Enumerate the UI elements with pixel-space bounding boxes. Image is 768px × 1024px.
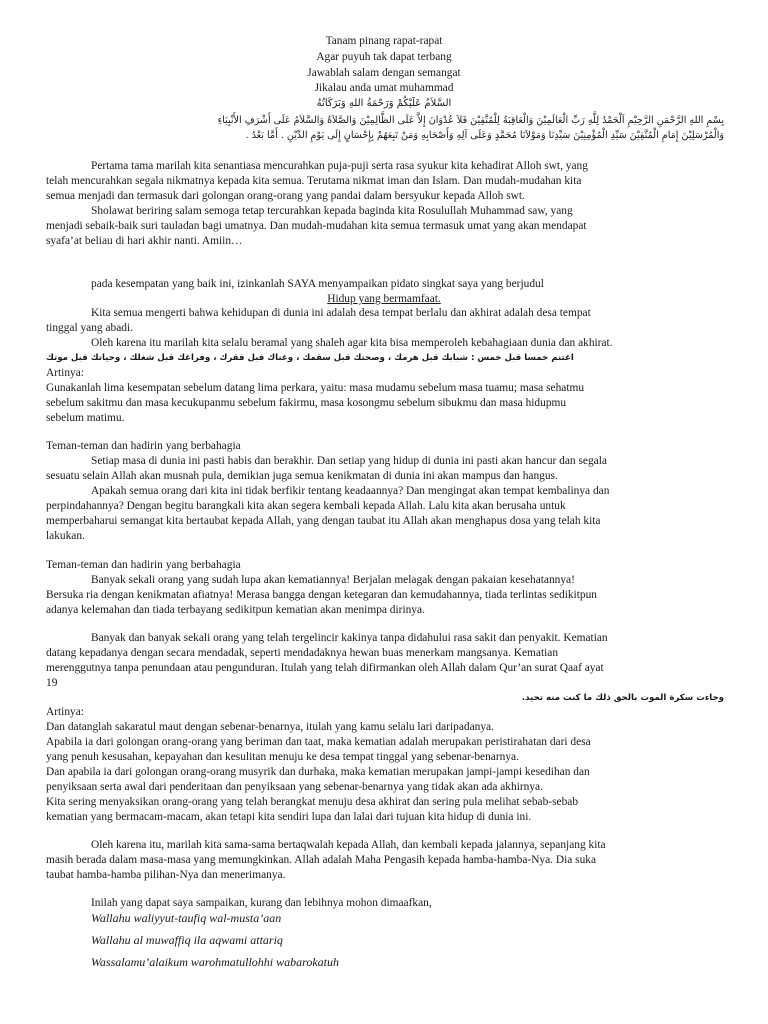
paragraph-line: sebelum sakitmu dan masa kecukupanmu sebelum fakirmu, masa kosongmu sebelum sibukmu dan masa hidupmu	[46, 397, 567, 409]
paragraph-line: Setiap masa di dunia ini pasti habis dan berakhir. Dan setiap yang hidup di dunia ini pasti akan hancur dan segala	[91, 455, 607, 467]
paragraph-line: Oleh karena itu, marilah kita sama-sama bertaqwalah kepada Allah, dan kembali kepada jalannya, sepanjang kita	[91, 839, 606, 851]
paragraph-line: syafa’at beliau di hari akhir nanti. Amiin…	[46, 235, 243, 247]
paragraph-line: memperbaharui semangat kita bertaubat kepada Allah, yang dengan taubat itu Allah akan menghapus dosa yang telah kita	[46, 515, 601, 527]
greeting: Teman-teman dan hadirin yang berbahagia	[46, 559, 241, 571]
paragraph-line: Pertama tama marilah kita senantiasa mencurahkan puja-puji serta rasa syukur kita kehadirat Alloh swt, yang	[91, 160, 588, 172]
paragraph-line: lakukan.	[46, 530, 85, 542]
greeting: Teman-teman dan hadirin yang berbahagia	[46, 440, 241, 452]
paragraph-line: Bersuka ria dengan kenikmatan afiatnya! Merasa bangga dengan ketegaran dan kemudahannya, tiada terlintas sedikitpun	[46, 589, 597, 601]
paragraph-line: telah mencurahkan segala nikmatnya kepada kita semua. Terutama nikmat iman dan Islam. Dan mudah-mudahan kita	[46, 175, 582, 187]
arabic-opening-line: بِسْمِ اللهِ الرَّحْمَنِ الرَّحِيْمِ اَلْحَمْدُ لِلَّهِ رَبِّ الْعَالَمِيْنَ وَالْعَاقِبَةُ لِلْمُتَّقِيْنَ فَلاَ عُدْوَانَ إِلاَّ عَلَى الظَّالِمِيْنَ وَالصَّلاَةُ وَالسَّلاَمُ عَلَى أَشْرَفِ الأَنْبِيَاءِ	[217, 115, 724, 126]
paragraph-line: masih berada dalam masa-masa yang memungkinkan. Allah adalah Maha Pengasih kepada hamba-hamba-Nya. Dia suka	[46, 854, 597, 866]
paragraph-line: semua menjadi dan termasuk dari golongan orang-orang yang pandai dalam bersyukur kepada Alloh swt.	[46, 190, 525, 202]
paragraph-line: Sholawat beriring salam semoga tetap tercurahkan kepada baginda kita Rosulullah Muhammad saw, yang	[91, 205, 573, 217]
paragraph-line: kematian yang bermacam-macam, akan tetapi kita sendiri lupa dan lalai dari tujuan kita hidup di dunia ini.	[46, 811, 532, 823]
paragraph-line: Dan datanglah sakaratul maut dengan sebenar-benarnya, itulah yang kamu selalu lari daripadanya.	[46, 721, 494, 733]
pantun-line: Jikalau anda umat muhammad	[314, 82, 454, 94]
paragraph-line: Banyak dan banyak sekali orang yang telah tergelincir kakinya tanpa didahului rasa sakit dan penyakit. Kematian	[91, 632, 608, 644]
paragraph-line: yang penuh kesusahan, kepayahan dan kesulitan menuju ke desa tempat tinggal yang sebenar-benarnya.	[46, 751, 519, 763]
opening-statement: pada kesempatan yang baik ini, izinkanlah SAYA menyampaikan pidato singkat saya yang berjudul	[91, 278, 544, 290]
paragraph-line: Oleh karena itu marilah kita selalu beramal yang shaleh agar kita bisa memperoleh kebahagiaan dunia dan akhirat.	[91, 337, 613, 349]
paragraph-line: Gunakanlah lima kesempatan sebelum datang lima perkara, yaitu: masa mudamu sebelum masa tuamu; masa sehatmu	[46, 382, 585, 394]
paragraph-line: taubat hamba-hamba pilihan-Nya dan menerimanya.	[46, 869, 286, 881]
paragraph-line: merenggutnya tanpa penundaan atau pengunduran. Itulah yang telah difirmankan oleh Allah dalam Qur’an surat Qaaf ayat	[46, 662, 604, 674]
paragraph-line: sesuatu selain Allah akan musnah pula, demikian juga semua kenikmatan di dunia ini akan mampus dan hangus.	[46, 470, 558, 482]
paragraph-line: penyiksaan serta awal dari penderitaan dan penyiksaan yang sebenar-benarnya yang tidak akan ada akhirnya.	[46, 781, 543, 793]
quran-arabic: وجاءت سكرة الموت بالحق ذلك ما كنت منه تحيد.	[521, 693, 724, 703]
paragraph-line: Kita sering menyaksikan orang-orang yang telah berangkat menuju desa akhirat dan sering pula melihat sebab-sebab	[46, 796, 579, 808]
salam-arabic: السَّلاَمُ عَلَيْكُمْ وَرَحْمَةُ اللهِ وَبَرَكَاتُهُ	[316, 98, 452, 109]
paragraph-line: Apabila ia dari golongan orang-orang yang beriman dan taat, maka kematian adalah merupakan peristirahatan dari desa	[46, 736, 591, 748]
paragraph-line: Apakah semua orang dari kita ini tidak berfikir tentang keadaannya? Dan mengingat akan tempat kembalinya dan	[91, 485, 610, 497]
artinya-label: Artinya:	[46, 706, 84, 718]
arabic-opening-line: وَالْمُرْسَلِيْنَ إِمَامِ الْمُتَّقِيْنَ سَيِّدِ الْمُؤْمِنِيْنَ سَيِّدِنَا وَمَوْلاَنَا مُحَمَّدٍ وَعَلَى آلِهِ وَأَصْحَابِهِ وَمَنْ تَبِعَهُمْ بِإِحْسَانٍ إِلَى يَوْمِ الدِّيْنِ . أَمَّا بَعْدُ .	[245, 130, 724, 141]
artinya-label: Artinya:	[46, 367, 84, 379]
paragraph-line: Kita semua mengerti bahwa kehidupan di dunia ini adalah desa tempat berlalu dan akhirat adalah desa tempat	[91, 307, 591, 319]
speech-title: Hidup yang bermamfaat.	[327, 293, 441, 305]
paragraph-line: datang kepadanya dengan secara mendadak, seperti mendadaknya hewan buas menerkam mangsanya. Kematian	[46, 647, 559, 659]
paragraph-line: Dan apabila ia dari golongan orang-orang musyrik dan durhaka, maka kematian merupakan jampi-jampi kesedihan dan	[46, 766, 590, 778]
paragraph-line: sebelum matimu.	[46, 412, 125, 424]
paragraph-line: Banyak sekali orang yang sudah lupa akan kematiannya! Berjalan melagak dengan pakaian kesehatannya!	[91, 574, 575, 586]
final-remark: Inilah yang dapat saya sampaikan, kurang dan lebihnya mohon dimaafkan,	[91, 897, 432, 909]
paragraph-line: tinggal yang abadi.	[46, 322, 133, 334]
paragraph-line: 19	[46, 677, 58, 689]
pantun-line: Tanam pinang rapat-rapat	[325, 35, 443, 47]
signoff-line: Wallahu al muwaffiq ila aqwami attariq	[91, 933, 283, 947]
pantun-line: Agar puyuh tak dapat terbang	[316, 51, 452, 63]
pantun-line: Jawablah salam dengan semangat	[307, 67, 461, 79]
signoff-line: Wallahu waliyyut-taufiq wal-musta’aan	[91, 911, 282, 925]
hadith-arabic: اغتنم خمسا قبل خمس : شبابك قبل هرمك ، وصحتك قبل سقمك ، وغناك قبل فقرك ، وفراغك قبل شغلك ، وحياتك قبل موتك	[46, 353, 574, 363]
paragraph-line: adanya kelemahan dan tiada terbayang sedikitpun kematian akan menimpa dirinya.	[46, 604, 425, 616]
signoff-line: Wassalamu’alaikum warohmatullohhi wabarokatuh	[91, 955, 340, 969]
paragraph-line: perpindahannya? Dengan begitu barangkali kita akan segera kembali kepada Allah. Lalu kita akan berusaha untuk	[46, 500, 566, 512]
paragraph-line: menjadi sebaik-baik suri tauladan bagi umatnya. Dan mudah-mudahan kita semua termasuk umat yang akan mendapat	[46, 220, 587, 232]
